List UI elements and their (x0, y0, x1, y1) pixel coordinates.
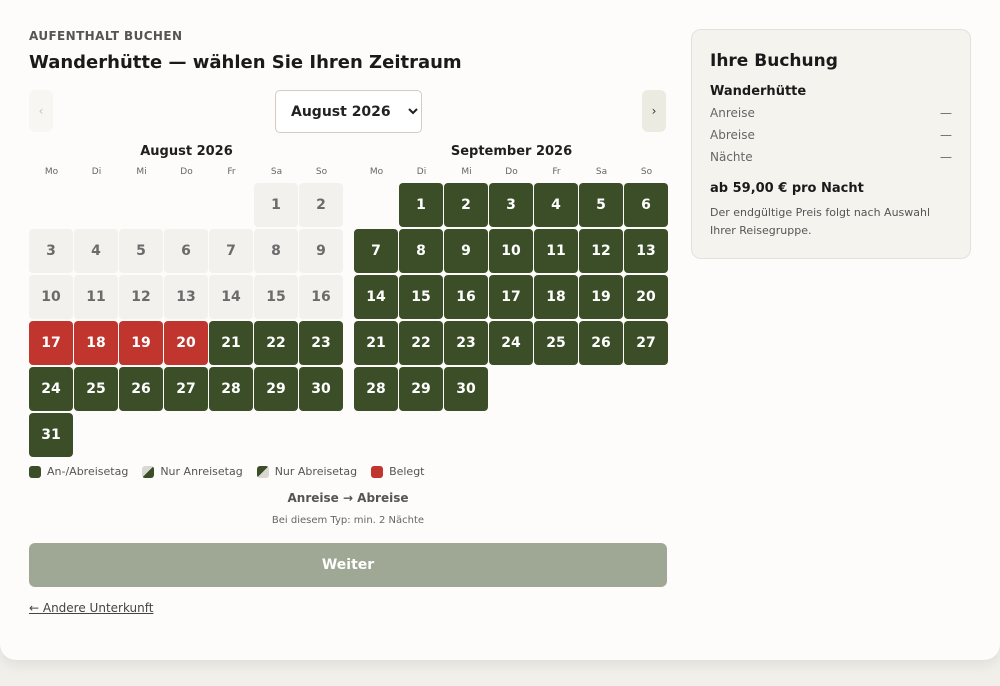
day-cell-avail[interactable]: 1 (399, 183, 443, 227)
day-cell-past: 5 (119, 229, 163, 273)
legend-item-both (29, 465, 128, 478)
day-cell-past: 3 (29, 229, 73, 273)
summary-row-value: — (940, 150, 952, 164)
day-cell-avail[interactable]: 24 (489, 321, 533, 365)
day-cell-avail[interactable]: 23 (444, 321, 488, 365)
day-cell-booked: 20 (164, 321, 208, 365)
day-grid (354, 183, 669, 411)
legend-item-departure (257, 465, 357, 478)
day-cell-avail[interactable]: 16 (444, 275, 488, 319)
day-cell-avail[interactable]: 24 (29, 367, 73, 411)
day-cell-avail[interactable]: 3 (489, 183, 533, 227)
legend-item-booked (371, 465, 424, 478)
day-cell-avail[interactable]: 27 (164, 367, 208, 411)
legend-swatch-icon (371, 466, 383, 478)
summary-row-nights (710, 150, 952, 164)
weekday-label: Di (91, 167, 102, 177)
calendar-legend (29, 465, 425, 478)
legend-swatch-icon (142, 466, 154, 478)
summary-row-arrival (710, 106, 952, 120)
weekday-label: Fr (552, 167, 561, 177)
weekday-label: Mo (369, 167, 384, 177)
selected-range-label: Anreise → Abreise (287, 491, 409, 505)
day-grid (29, 183, 344, 457)
day-cell-avail[interactable]: 22 (399, 321, 443, 365)
weekday-label: Do (505, 167, 518, 177)
day-cell-avail[interactable]: 2 (444, 183, 488, 227)
day-cell-avail[interactable]: 7 (354, 229, 398, 273)
day-cell-booked: 18 (74, 321, 118, 365)
day-cell-avail[interactable]: 31 (29, 413, 73, 457)
weekday-label: Mi (136, 167, 147, 177)
day-cell-avail[interactable]: 23 (299, 321, 343, 365)
section-eyebrow: AUFENTHALT BUCHEN (29, 29, 183, 43)
summary-row-value: — (940, 106, 952, 120)
day-cell-avail[interactable]: 6 (624, 183, 668, 227)
month-title: September 2026 (450, 144, 573, 159)
day-cell-avail[interactable]: 13 (624, 229, 668, 273)
day-cell-avail[interactable]: 17 (489, 275, 533, 319)
day-cell-past: 9 (299, 229, 343, 273)
day-cell-past: 15 (254, 275, 298, 319)
summary-price: ab 59,00 € pro Nacht (710, 181, 864, 196)
day-cell-past: 8 (254, 229, 298, 273)
day-cell-booked: 19 (119, 321, 163, 365)
day-cell-past: 6 (164, 229, 208, 273)
summary-row-value: — (940, 128, 952, 142)
day-cell-past: 11 (74, 275, 118, 319)
day-cell-past: 16 (299, 275, 343, 319)
day-cell-avail[interactable]: 15 (399, 275, 443, 319)
day-cell-avail[interactable]: 5 (579, 183, 623, 227)
day-cell-avail[interactable]: 8 (399, 229, 443, 273)
summary-row-label: Abreise (710, 128, 755, 142)
weekday-label: Fr (227, 167, 236, 177)
day-cell-avail[interactable]: 26 (119, 367, 163, 411)
booking-summary-panel (691, 29, 971, 259)
weekday-label: Sa (270, 167, 283, 177)
day-cell-booked: 17 (29, 321, 73, 365)
summary-row-label: Nächte (710, 150, 753, 164)
empty-day-cell (119, 183, 163, 227)
month-august (29, 144, 344, 457)
empty-day-cell (209, 183, 253, 227)
day-cell-past: 7 (209, 229, 253, 273)
day-cell-past: 14 (209, 275, 253, 319)
day-cell-avail[interactable]: 30 (444, 367, 488, 411)
legend-swatch-icon (29, 466, 41, 478)
day-cell-avail[interactable]: 18 (534, 275, 578, 319)
legend-item-arrival (142, 465, 242, 478)
day-cell-avail[interactable]: 29 (254, 367, 298, 411)
day-cell-avail[interactable]: 28 (354, 367, 398, 411)
day-cell-avail[interactable]: 28 (209, 367, 253, 411)
day-cell-past: 4 (74, 229, 118, 273)
day-cell-past: 13 (164, 275, 208, 319)
other-accommodation-link[interactable]: ← Andere Unterkunft (29, 601, 154, 615)
day-cell-avail[interactable]: 21 (209, 321, 253, 365)
empty-day-cell (74, 183, 118, 227)
summary-property-name: Wanderhütte (710, 84, 807, 99)
day-cell-avail[interactable]: 21 (354, 321, 398, 365)
day-cell-past: 1 (254, 183, 298, 227)
summary-row-departure (710, 128, 952, 142)
weekday-label: So (640, 167, 653, 177)
weekday-label: Mi (461, 167, 472, 177)
day-cell-avail[interactable]: 14 (354, 275, 398, 319)
weekday-label: So (315, 167, 328, 177)
summary-row-label: Anreise (710, 106, 755, 120)
weekday-header (354, 166, 669, 178)
month-title: August 2026 (140, 144, 233, 159)
prev-month-button[interactable]: ‹ (29, 90, 53, 132)
continue-button[interactable]: Weiter (29, 543, 667, 587)
month-september (354, 144, 669, 411)
page-title: Wanderhütte — wählen Sie Ihren Zeitraum (29, 52, 462, 73)
day-cell-avail[interactable]: 19 (579, 275, 623, 319)
legend-label: An-/Abreisetag (47, 465, 129, 478)
empty-day-cell (164, 183, 208, 227)
legend-label: Nur Abreisetag (274, 465, 358, 478)
legend-label: Belegt (389, 465, 425, 478)
day-cell-avail[interactable]: 27 (624, 321, 668, 365)
day-cell-avail[interactable]: 25 (74, 367, 118, 411)
day-cell-avail[interactable]: 25 (534, 321, 578, 365)
day-cell-past: 12 (119, 275, 163, 319)
summary-price-note: Der endgültige Preis folgt nach Auswahl Ihrer Reisegruppe. (710, 206, 931, 237)
summary-title: Ihre Buchung (710, 51, 838, 71)
empty-day-cell (354, 183, 398, 227)
day-cell-avail[interactable]: 20 (624, 275, 668, 319)
legend-swatch-icon (257, 466, 269, 478)
weekday-label: Sa (595, 167, 608, 177)
min-nights-hint: Bei diesem Typ: min. 2 Nächte (271, 515, 425, 526)
day-cell-avail[interactable]: 9 (444, 229, 488, 273)
month-select[interactable] (275, 90, 422, 133)
weekday-header (29, 166, 344, 178)
day-cell-avail[interactable]: 22 (254, 321, 298, 365)
day-cell-avail[interactable]: 26 (579, 321, 623, 365)
day-cell-avail[interactable]: 30 (299, 367, 343, 411)
day-cell-past: 2 (299, 183, 343, 227)
next-month-button[interactable]: › (642, 90, 666, 132)
day-cell-avail[interactable]: 10 (489, 229, 533, 273)
day-cell-avail[interactable]: 29 (399, 367, 443, 411)
legend-label: Nur Anreisetag (160, 465, 243, 478)
day-cell-avail[interactable]: 12 (579, 229, 623, 273)
day-cell-past: 10 (29, 275, 73, 319)
day-cell-avail[interactable]: 4 (534, 183, 578, 227)
weekday-label: Do (180, 167, 193, 177)
day-cell-avail[interactable]: 11 (534, 229, 578, 273)
empty-day-cell (29, 183, 73, 227)
weekday-label: Mo (44, 167, 59, 177)
weekday-label: Di (416, 167, 427, 177)
